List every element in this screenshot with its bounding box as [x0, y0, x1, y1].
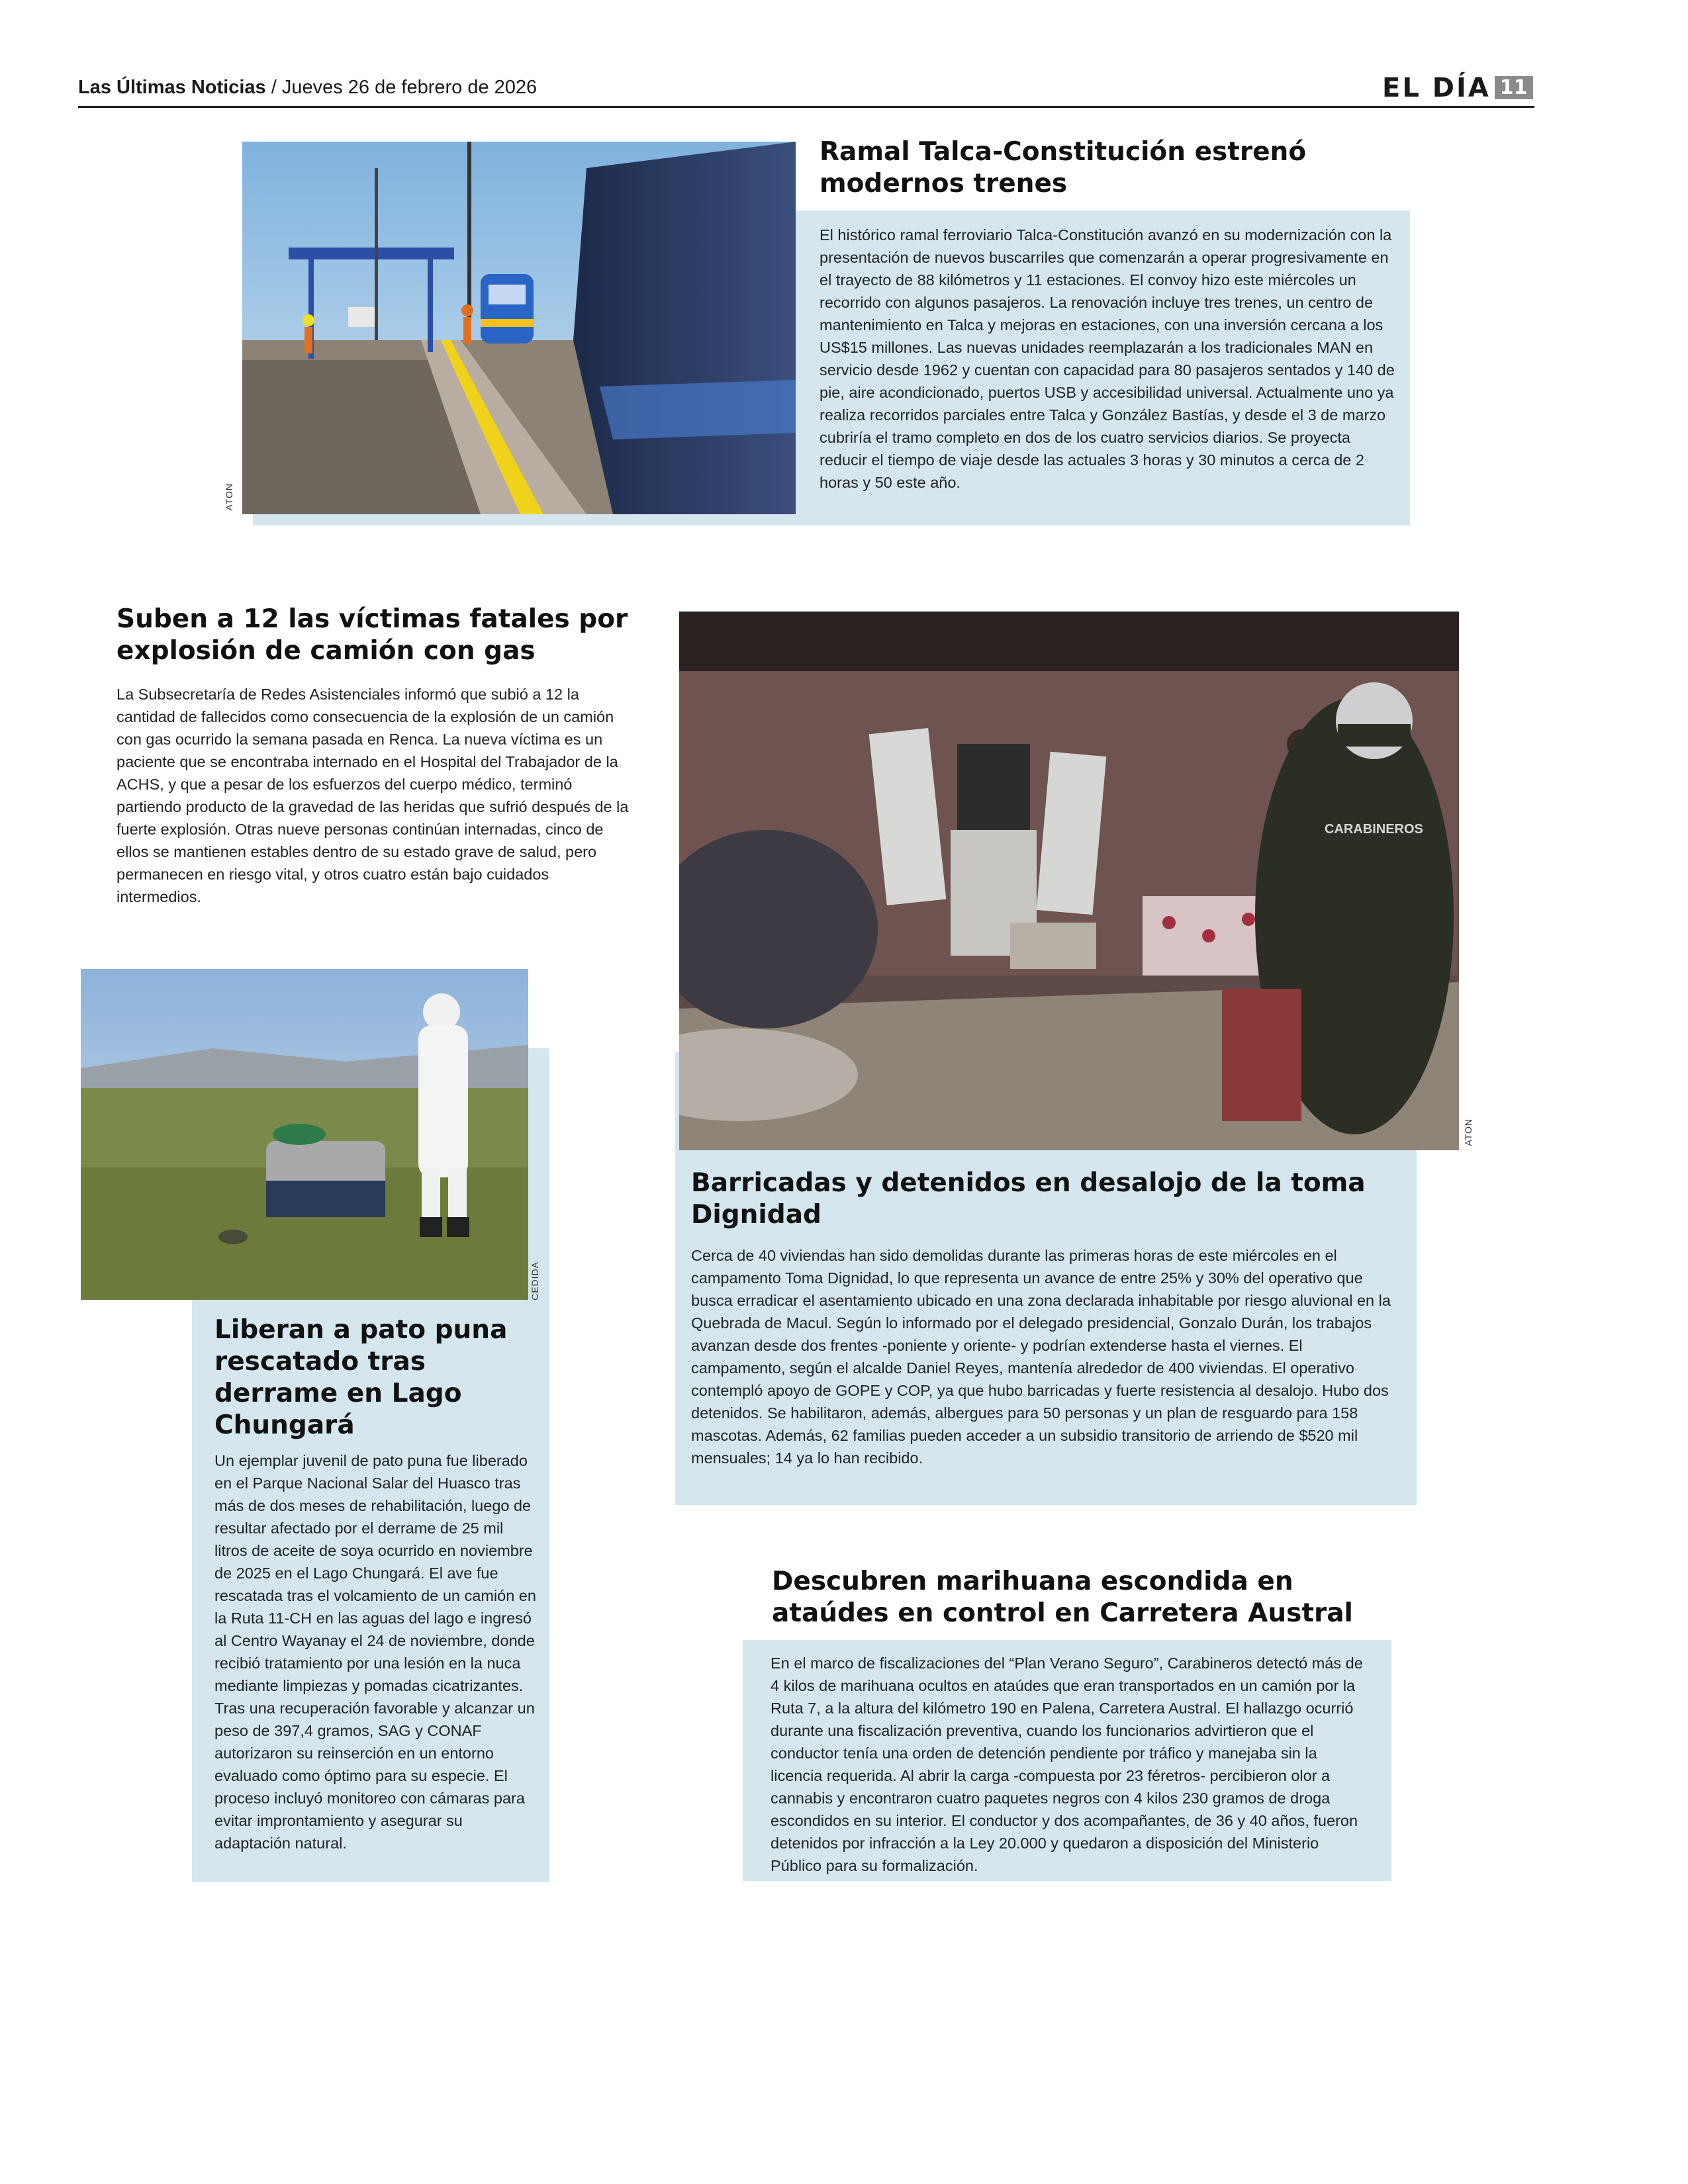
publication-date: / Jueves 26 de febrero de 2026: [271, 77, 538, 98]
eviction-photo: [679, 612, 1459, 1150]
eviction-photo-credit: ATON: [1463, 1118, 1474, 1146]
page-header-left: [78, 77, 537, 99]
marijuana-body: En el marco de fiscalizaciones del “Plan Verano Seguro”, Carabineros detectó más de 4 kilos de marihuana ocultos en ataúdes que eran transportados en un camión por la Ruta 7, a la altura del kilómetro 190 en Palena, Carretera Austral. El hallazgo ocurrió durante una fiscalización preventiva, cuando los funcionarios advirtieron que el conductor tenía una orden de detención pendiente por tráfico y manejaba sin la licencia requerida. Al abrir la carga -compuesta por 23 féretros- percibieron olor a cannabis y encontraron cuatro paquetes negros con 4 kilos 230 gramos de droga escondidos en su interior. El conductor y dos acompañantes, de 36 y 40 años, fueron detenidos por infracción a la Ley 20.000 y quedaron a disposición del Ministerio Público para su formalización.: [771, 1655, 1363, 1874]
train-photo: [242, 142, 796, 514]
header-divider: [78, 106, 1534, 108]
train-photo-credit: ATON: [224, 483, 234, 511]
page-number: 11: [1495, 76, 1533, 99]
carabineros-label: CARABINEROS: [1325, 822, 1423, 837]
eviction-headline: Barricadas y detenidos en desalojo de la toma Dignidad: [691, 1168, 1366, 1230]
marijuana-headline: Descubren marihuana escondida en ataúdes en control en Carretera Austral: [772, 1567, 1353, 1628]
explosion-body: La Subsecretaría de Redes Asistenciales informó que subió a 12 la cantidad de fallecidos como consecuencia de la explosión de un camión con gas ocurrido la semana pasada en Renca. La nueva víctima es un paciente que se encontraba internado en el Hospital del Trabajador de la ACHS, y que a pesar de los esfuerzos del cuerpo médico, terminó partiendo producto de la gravedad de las heridas que sufrió después de la fuerte explosión. Otras nueve personas continúan internadas, cinco de ellos se mantienen estables dentro de su estado grave de salud, pero permanecen en riesgo vital, y otros cuatro están bajo cuidados intermedios.: [117, 686, 629, 905]
train-body: El histórico ramal ferroviario Talca-Constitución avanzó en su modernización con la presentación de nuevos buscarriles que comenzarán a operar progresivamente en el trayecto de 88 kilómetros y 11 estaciones. El convoy hizo este miércoles un recorrido con algunos pasajeros. La renovación incluye tres trenes, un centro de mantenimiento en Talca y mejoras en estaciones, con una inversión cercana a los US$15 millones. Las nuevas unidades reemplazarán a los tradicionales MAN en servicio desde 1962 y cuentan con capacidad para 80 pasajeros sentados y 140 de pie, aire acondicionado, puertos USB y accesibilidad universal. Actualmente uno ya realiza recorridos parciales entre Talca y González Bastías, y desde el 3 de marzo cubriría el tramo completo en dos de los cuatro servicios diarios. Se proyecta reducir el tiempo de viaje desde las actuales 3 horas y 30 minutos a cerca de 2 horas y 50 este año.: [820, 226, 1395, 491]
duck-photo-credit: CEDIDA: [530, 1261, 540, 1300]
explosion-headline: Suben a 12 las víctimas fatales por explosión de camión con gas: [117, 604, 628, 666]
section-header: [1382, 73, 1533, 103]
section-name: EL DÍA: [1382, 73, 1491, 103]
duck-photo: [81, 969, 528, 1300]
duck-headline: Liberan a pato puna rescatado tras derrame en Lago Chungará: [214, 1315, 508, 1440]
duck-body: Un ejemplar juvenil de pato puna fue liberado en el Parque Nacional Salar del Huasco tras más de dos meses de rehabilitación, luego de resultar afectado por el derrame de 25 mil litros de aceite de soya ocurrido en noviembre de 2025 en el Lago Chungará. El ave fue rescatada tras el volcamiento de un camión en la Ruta 11-CH en las aguas del lago e ingresó al Centro Wayanay el 24 de noviembre, donde recibió tratamiento por una lesión en la nuca mediante limpiezas y pomadas cicatrizantes. Tras una recuperación favorable y alcanzar un peso de 397,4 gramos, SAG y CONAF autorizaron su reinserción en un entorno evaluado como óptimo para su especie. El proceso incluyó monitoreo con cámaras para evitar improntamiento y asegurar su adaptación natural.: [214, 1452, 536, 1852]
publication-name: Las Últimas Noticias: [78, 77, 266, 98]
train-headline: Ramal Talca-Constitución estrenó modernos trenes: [820, 137, 1307, 199]
eviction-body: Cerca de 40 viviendas han sido demolidas durante las primeras horas de este miércoles en el campamento Toma Dignidad, lo que representa un avance de entre 25% y 30% del operativo que busca erradicar el asentamiento ubicado en una zona declarada inhabitable por riesgo aluvional en la Quebrada de Macul. Según lo informado por el delegado presidencial, Gonzalo Durán, los trabajos avanzan desde dos frentes -poniente y oriente- y podrían extenderse hasta el viernes. El campamento, según el alcalde Daniel Reyes, mantenía alrededor de 400 viviendas. El operativo contempló apoyo de GOPE y COP, ya que hubo barricadas y fuerte resistencia al desalojo. Hubo dos detenidos. Se habilitaron, además, albergues para 50 personas y un plan de resguardo para 158 mascotas. Además, 62 familias pueden acceder a un subsidio transitorio de arriendo de $520 mil mensuales; 14 ya lo han recibido.: [691, 1247, 1391, 1467]
